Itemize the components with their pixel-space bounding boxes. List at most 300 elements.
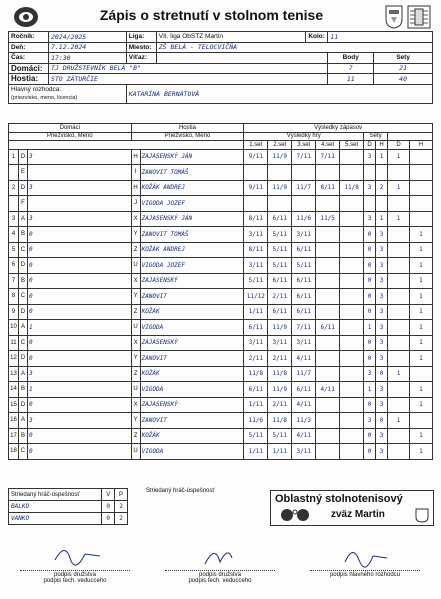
set1-score: 1/11 [244,397,268,413]
home-player: 0 [27,428,131,444]
away-match-win [409,413,432,429]
table-row [9,289,433,305]
signature-away-label2: podpis tech. veducceho [188,578,252,584]
set3-header: 3.set [292,141,316,150]
away-player: ZANOVIT [140,413,244,429]
home-match-win [388,304,410,320]
away-player: KOŽÁK ANDREJ [140,180,244,196]
set3-score: 11/7 [292,366,316,382]
home-player: 0 [27,273,131,289]
away-player: VIGODA JOZEF [140,258,244,274]
away-match-win [409,165,432,181]
signature-away [165,540,275,584]
away-sets-won: 3 [376,335,388,351]
match-number: 3 [9,211,19,227]
home-points: 7 [328,63,374,74]
home-match-win [388,196,410,212]
away-match-win [409,366,432,382]
away-slot: X [131,273,140,289]
home-sets-won: 3 [364,149,376,165]
away-match-win: 1 [409,382,432,398]
referee-label-cell [9,84,127,103]
away-sets-won: 3 [376,397,388,413]
match-number: 1 [9,149,19,165]
away-slot: X [131,335,140,351]
home-match-win [388,382,410,398]
league-value: VII. liga ObSTZ Martin [156,32,306,43]
home-slot: A [18,366,27,382]
set2-score: 11/9 [268,382,292,398]
away-sets-won: 3 [376,289,388,305]
set5-score [340,149,364,165]
table-row [9,273,433,289]
home-slot: D [18,180,27,196]
table-row [9,149,433,165]
away-match-win: 1 [409,320,432,336]
away-slot: Z [131,304,140,320]
home-match-win [388,258,410,274]
home-player: 0 [27,444,131,460]
set2-score: 11/9 [268,149,292,165]
match-number: 10 [9,320,19,336]
set3-score: 6/11 [292,382,316,398]
set5-score [340,211,364,227]
sub-row1-v: 0 [102,501,115,513]
set5-score [340,382,364,398]
table-row [9,211,433,227]
away-slot: X [131,397,140,413]
home-slot: B [18,428,27,444]
set1-score: 9/11 [244,149,268,165]
set2-score: 1/11 [268,444,292,460]
away-match-win: 1 [409,258,432,274]
match-number [9,196,19,212]
table-row [9,227,433,243]
set5-score [340,335,364,351]
away-sets-won: 2 [376,180,388,196]
set2-score: 2/11 [268,351,292,367]
away-slot: Z [131,428,140,444]
away-slot: I [131,165,140,181]
home-name-header: Priezvisko, Meno [9,132,132,141]
set4-score [316,304,340,320]
home-slot: D [18,351,27,367]
set5-score [340,242,364,258]
winner-value [156,53,328,64]
signature-home-label1: podpis družstva [20,570,130,578]
home-sets-won: 0 [364,258,376,274]
paddles-icon [277,508,317,523]
signature-home-label2: podpis tech. veducceho [43,578,107,584]
home-player: 3 [27,180,131,196]
away-label: Hostia: [9,74,49,85]
away-slot: Y [131,227,140,243]
set3-score: 11/6 [292,211,316,227]
home-slot: B [18,382,27,398]
table-row [9,304,433,320]
set1-score: 3/11 [244,227,268,243]
table-row [9,242,433,258]
set3-score: 6/11 [292,304,316,320]
away-slot: Z [131,242,140,258]
away-name-header: Priezvisko, Meno [131,132,244,141]
set3-score: 7/11 [292,149,316,165]
home-player: 0 [27,304,131,320]
home-match-win: 1 [388,180,410,196]
d-sets-header: D [364,141,376,150]
set4-score: 8/11 [316,180,340,196]
set5-score [340,227,364,243]
set5-score [340,366,364,382]
home-slot: C [18,289,27,305]
table-row [9,382,433,398]
set1-score: 3/11 [244,335,268,351]
home-slot: B [18,227,27,243]
home-sets-won: 0 [364,289,376,305]
signature-referee-label: podpis hlavného rozhodcu [310,570,420,578]
table-row [9,397,433,413]
round-value: 11 [328,32,433,43]
home-slot: D [18,397,27,413]
referee-value: KATARÍNA BERNÁTOVÁ [126,84,432,103]
home-slot: F [18,196,27,212]
set2-score: 3/11 [268,335,292,351]
set4-score: 6/11 [316,320,340,336]
home-sets-won: 0 [364,242,376,258]
time-label: Čas: [9,53,49,64]
signature-home-scribble [25,540,125,568]
home-match-win [388,289,410,305]
match-number: 4 [9,227,19,243]
home-slot: D [18,258,27,274]
table-row [9,444,433,460]
away-sets-won: 0 [376,366,388,382]
table-row [9,351,433,367]
away-player: ZAJASENSKÝ JÁN [140,149,244,165]
referee-sublabel: (priezvisko, meno, licencia) [11,94,78,101]
set1-score [244,196,268,212]
home-player: 3 [27,211,131,227]
set4-score [316,366,340,382]
set5-score [340,413,364,429]
set3-score: 3/11 [292,227,316,243]
set2-score: 2/11 [268,289,292,305]
set3-score: 11/7 [292,180,316,196]
home-col-header: Domáci [9,124,132,133]
table-row [9,428,433,444]
home-sets: 21 [374,63,433,74]
referee-label: Hlavný rozhodca: [11,85,62,93]
away-match-win: 1 [409,304,432,320]
set1-score: 11/6 [244,413,268,429]
table-row [9,180,433,196]
match-number: 7 [9,273,19,289]
badge-line1: Oblastný stolnotenisový [275,493,403,505]
winner-label: Víťaz: [126,53,156,64]
away-slot: U [131,382,140,398]
sub-row2-name: VANKO [9,513,102,525]
home-slot: A [18,320,27,336]
away-match-win: 1 [409,428,432,444]
away-player: ZANOVIT TOMÁŠ [140,165,244,181]
points-header: Body [328,53,374,64]
home-match-win [388,444,410,460]
away-sets-won: 3 [376,428,388,444]
set4-score [316,242,340,258]
set2-score: 6/11 [268,273,292,289]
h-match-header: H [409,141,432,150]
away-slot: U [131,258,140,274]
venue-value: ZŠ BELÁ - TELOCVIČŇA [156,42,432,53]
away-match-win [409,211,432,227]
blank-subheader [9,141,244,150]
city-crest-icon [385,5,403,29]
set1-score: 11/12 [244,289,268,305]
set3-score: 3/11 [292,444,316,460]
sub-p-header: P [115,489,128,501]
away-player: KOŽÁK ANDREJ [140,242,244,258]
set1-score [244,165,268,181]
away-slot: X [131,211,140,227]
set3-score: 7/11 [292,320,316,336]
match-number: 13 [9,366,19,382]
home-match-win [388,227,410,243]
set4-score: 11/5 [316,211,340,227]
home-slot: A [18,413,27,429]
away-sets: 40 [374,74,433,85]
away-player: VIGODA [140,382,244,398]
games-header: Výsledky hry [244,132,364,141]
home-player: 1 [27,320,131,336]
set5-score [340,351,364,367]
table-row [9,413,433,429]
set3-score: 4/11 [292,351,316,367]
season-value: 2024/2025 [48,32,126,43]
match-number: 17 [9,428,19,444]
away-slot: Y [131,413,140,429]
set2-score: 5/11 [268,428,292,444]
set5-score [340,304,364,320]
set4-score: 4/11 [316,382,340,398]
home-match-win [388,351,410,367]
home-player [27,196,131,212]
signature-away-label1: podpis družstva [165,570,275,578]
match-number: 8 [9,289,19,305]
set2-score: 11/8 [268,366,292,382]
home-player: 3 [27,413,131,429]
sub-row1-p: 2 [115,501,128,513]
away-sets-won: 1 [376,211,388,227]
home-match-win [388,242,410,258]
set3-score: 5/11 [292,258,316,274]
away-slot: Z [131,366,140,382]
match-number [9,165,19,181]
away-match-win: 1 [409,397,432,413]
home-player: 3 [27,366,131,382]
date-label: Deň: [9,42,49,53]
away-player: ZAJASENSKÝ [140,397,244,413]
home-player [27,165,131,181]
set4-score [316,444,340,460]
set3-score: 3/11 [292,335,316,351]
set2-score: 6/11 [268,304,292,320]
away-player: KOŽÁK [140,366,244,382]
home-match-win [388,335,410,351]
home-player: 1 [27,382,131,398]
away-sets-won [376,196,388,212]
season-label: Ročník: [9,32,49,43]
signature-home [20,540,130,584]
home-sets-won [364,196,376,212]
match-number: 6 [9,258,19,274]
set4-header: 4.set [316,141,340,150]
set1-header: 1.set [244,141,268,150]
set4-score: 7/11 [316,149,340,165]
home-sets-won: 0 [364,428,376,444]
sub-header-2: Striedaný hráč-úspešnosť [146,488,215,494]
set1-score: 2/11 [244,351,268,367]
set4-score [316,351,340,367]
header [8,5,433,31]
away-sets-won: 3 [376,382,388,398]
sub-row2-p: 2 [115,513,128,525]
away-slot: Y [131,351,140,367]
home-slot: C [18,335,27,351]
home-sets-won: 3 [364,180,376,196]
date-value: 7.12.2024 [48,42,126,53]
table-row [9,258,433,274]
set1-score: 6/11 [244,320,268,336]
table-row [9,335,433,351]
set1-score: 5/11 [244,428,268,444]
sets-header: Sety [374,53,433,64]
set4-score [316,397,340,413]
d-match-header: D [388,141,410,150]
home-match-win [388,428,410,444]
home-sets-won: 3 [364,413,376,429]
set2-score [268,196,292,212]
match-number: 2 [9,180,19,196]
round-label: Kolo: [306,32,328,43]
away-match-win: 1 [409,335,432,351]
away-player: ZANOVIT TOMÁŠ [140,227,244,243]
away-slot: U [131,320,140,336]
away-player: VIGODA JOZEF [140,196,244,212]
set4-score [316,196,340,212]
results-table [8,123,433,460]
badge-crest-icon [415,508,429,523]
match-number: 12 [9,351,19,367]
home-slot: E [18,165,27,181]
home-sets-won: 1 [364,320,376,336]
home-sets-won: 3 [364,211,376,227]
set1-score: 11/8 [244,366,268,382]
home-sets-won: 3 [364,366,376,382]
ping-pong-logo-icon [12,5,40,29]
association-badge [270,490,434,526]
home-slot: D [18,304,27,320]
away-sets-won: 3 [376,444,388,460]
home-slot: C [18,242,27,258]
home-sets-won: 1 [364,382,376,398]
away-team: STO ZÁTURČIE [48,74,327,85]
sub-v-header: V [102,489,115,501]
home-slot: A [18,211,27,227]
home-team: TJ DRUŽSTEVNÍK BELÁ "B" [48,63,327,74]
set5-header: 5.set [340,141,364,150]
away-sets-won: 3 [376,304,388,320]
away-sets-won: 0 [376,413,388,429]
set2-score: 11/9 [268,180,292,196]
away-sets-won: 3 [376,273,388,289]
set4-score [316,413,340,429]
results-col-header: Výsledky zápasov [244,124,433,133]
match-number: 9 [9,304,19,320]
region-crest-icon [407,5,431,29]
set3-score: 6/11 [292,273,316,289]
away-player: ZAJASENSKÝ [140,273,244,289]
time-value: 17:30 [48,53,126,64]
match-info-table [8,31,433,104]
league-label: Liga: [126,32,156,43]
set1-score: 9/11 [244,180,268,196]
away-sets-won: 3 [376,242,388,258]
away-player: ZAJASENSKÝ [140,335,244,351]
set2-score: 5/11 [268,227,292,243]
set1-score: 8/11 [244,242,268,258]
set5-score [340,196,364,212]
away-match-win [409,196,432,212]
away-slot: Y [131,289,140,305]
home-sets-won: 0 [364,304,376,320]
away-match-win [409,180,432,196]
home-sets-won [364,165,376,181]
sub-row2-v: 0 [102,513,115,525]
table-row [9,165,433,181]
set4-score [316,227,340,243]
home-slot: B [18,273,27,289]
set3-score: 11/3 [292,413,316,429]
set2-score: 11/9 [268,320,292,336]
away-sets-won: 3 [376,227,388,243]
set1-score: 1/11 [244,304,268,320]
set1-score: 3/11 [244,258,268,274]
set3-score [292,165,316,181]
substitutes-table [8,488,128,525]
away-sets-won: 3 [376,258,388,274]
home-player: 0 [27,258,131,274]
match-number: 11 [9,335,19,351]
home-match-win: 1 [388,366,410,382]
set2-score: 6/11 [268,211,292,227]
home-player: 0 [27,289,131,305]
away-player: ZANOVIT [140,289,244,305]
match-number: 16 [9,413,19,429]
away-player: VIGODA [140,444,244,460]
set4-score [316,258,340,274]
set2-score: 11/8 [268,413,292,429]
set4-score [316,273,340,289]
set4-score [316,165,340,181]
away-match-win: 1 [409,227,432,243]
match-number: 15 [9,397,19,413]
set5-score [340,258,364,274]
set5-score [340,444,364,460]
home-slot: C [18,444,27,460]
home-sets-won: 0 [364,335,376,351]
away-player: ZAJASENSKÝ JÁN [140,211,244,227]
away-sets-won: 3 [376,320,388,336]
